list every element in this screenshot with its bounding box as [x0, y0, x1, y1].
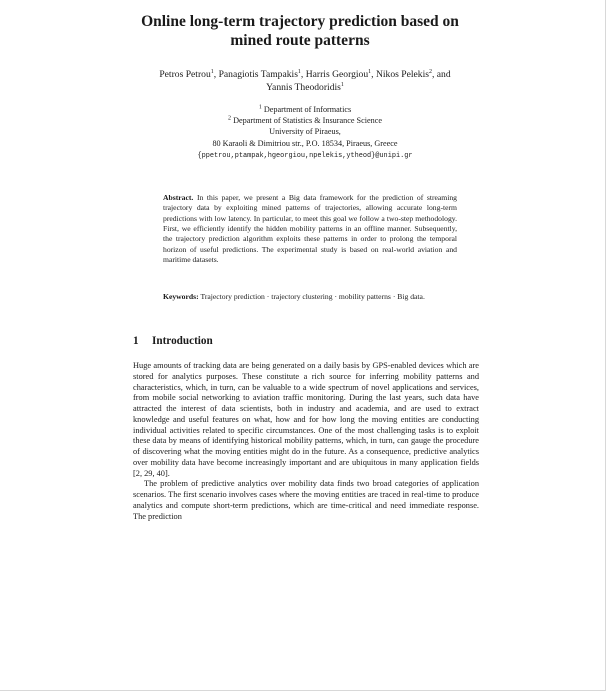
keywords-text: Trajectory prediction · trajectory clustering · mobility patterns · Big data. — [200, 292, 425, 301]
abstract — [163, 193, 457, 265]
affiliation-mark: 2 — [228, 115, 232, 122]
author-separator: , — [371, 69, 376, 80]
author-name: Panagiotis Tampakis — [218, 69, 298, 80]
affiliation-block — [150, 104, 460, 162]
keywords-label: Keywords: — [163, 292, 199, 301]
affiliation-address: 80 Karaoli & Dimitriou str., P.O. 18534, Piraeus, Greece — [212, 138, 398, 148]
section-title: Introduction — [152, 335, 213, 347]
title-line-2: mined route patterns — [230, 32, 370, 49]
author-affiliation-mark: 1 — [368, 68, 372, 75]
author-separator: , — [300, 69, 306, 80]
affiliation-university: University of Piraeus, — [269, 127, 341, 137]
section-heading — [133, 334, 473, 348]
body-paragraph: Huge amounts of tracking data are being generated on a daily basis by GPS-enabled devices which are stored for analytics purposes. These constitute a rich source for inferring mobility patterns and characteristics, which, in turn, can be valuable to a wide spectrum of novel applications and services, from mobile social networking to aviation traffic monitoring. During the last years, such data have attracted the interest of data scientists, both in industry and academia, and are used to extract knowledge and useful features on what, how and for how long the moving entities are conducting individual activities related to specific circumstances. One of the most challenging tasks is to exploit these data by means of identifying historical mobility patterns, which, in turn, can gauge the procedure of discovering what the moving entities might do in the future. As a consequence, predictive analytics over mobility data have become increasingly important and are ubiquitous in many application fields [2, 29, 40]. — [133, 361, 479, 478]
keywords — [163, 292, 457, 302]
author-affiliation-mark: 1 — [340, 81, 344, 88]
author-name: Petros Petrou — [159, 69, 211, 80]
affiliation-department: Department of Informatics — [263, 105, 352, 114]
author-name: Nikos Pelekis — [375, 69, 429, 80]
author-name: Yannis Theodoridis — [266, 81, 341, 93]
body-paragraph: The problem of predictive analytics over mobility data finds two broad categories of application scenarios. The first scenario involves cases where the moving entities are traced in real-time to produce analytics and compute short-term predictions, which are time-critical and need immediate response. The prediction — [133, 479, 479, 521]
paper-title — [100, 12, 500, 50]
author-affiliation-mark: 2 — [429, 68, 432, 75]
author-affiliation-mark: 1 — [210, 68, 214, 75]
affiliation-department: Department of Statistics & Insurance Science — [233, 116, 382, 126]
abstract-text: In this paper, we present a Big data framework for the prediction of streaming trajectory data by exploiting mined patterns of trajectories, allowing accurate long-term predictions with low latency. In particular, to meet this goal we follow a two-step methodology. First, we efficiently identify the hidden mobility patterns in an offline manner. Subsequently, the trajectory prediction algorithm exploits these patterns in order to prolong the temporal horizon of useful predictions. The experimental study is based on real-world aviation and maritime datasets. — [163, 193, 457, 265]
author-separator: , — [213, 69, 219, 80]
author-name: Harris Georgiou — [305, 69, 369, 80]
author-conjunction: , and — [432, 69, 451, 80]
section-number: 1 — [133, 335, 139, 347]
section-body — [133, 361, 479, 522]
abstract-label: Abstract. — [163, 193, 194, 202]
author-list — [120, 69, 490, 94]
author-emails: {ppetrou,ptampak,hgeorgiou,npelekis,ytheod}@unipi.gr — [197, 151, 413, 160]
affiliation-mark: 1 — [258, 104, 262, 111]
author-affiliation-mark: 1 — [297, 68, 301, 75]
title-line-1: Online long-term trajectory prediction based on — [141, 13, 459, 30]
